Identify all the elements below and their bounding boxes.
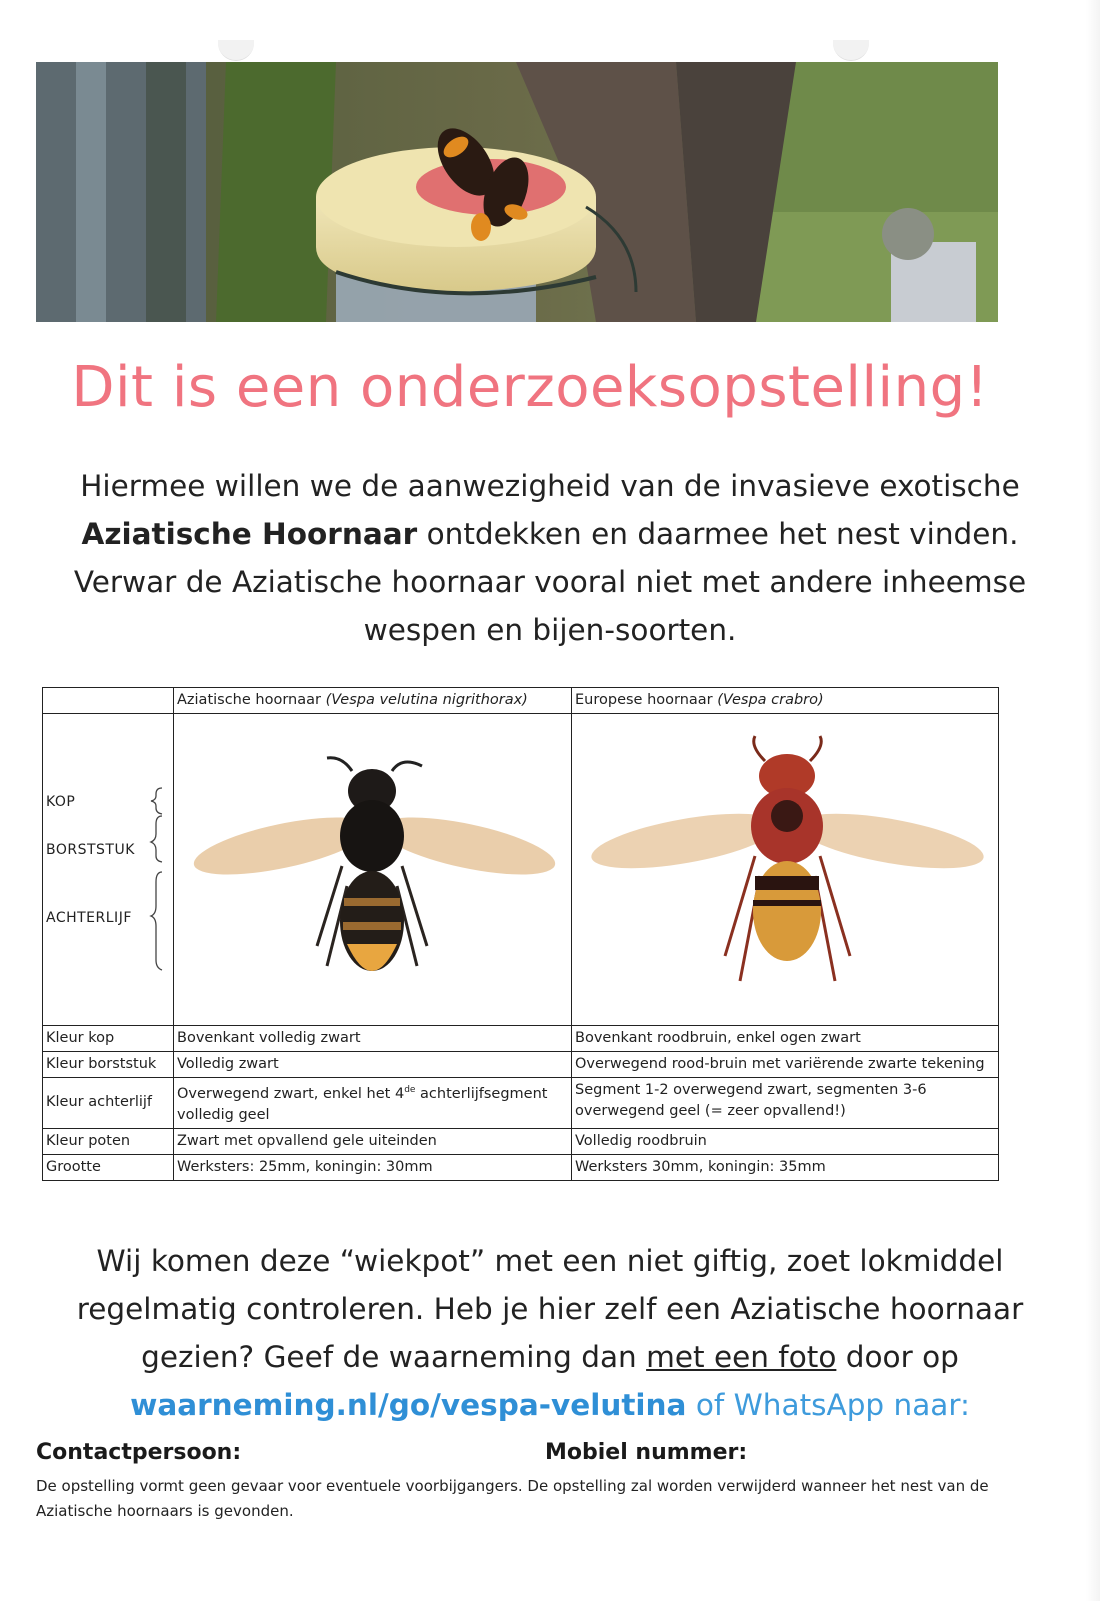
asian-latin: (Vespa velutina nigrithorax) [325,692,528,708]
table-header-row [43,688,999,714]
header-asian-hornet [174,688,572,714]
punch-hole-left [218,40,254,61]
bottom-line-1: Wij komen deze “wiekpot” met een niet giftig, zoet lokmiddel [96,1244,1004,1278]
bottom-line-3-post: door op [836,1340,959,1374]
european-value: Segment 1-2 overwegend zwart, segmenten 3-6 overwegend geel (= zeer opvallend!) [572,1078,999,1129]
european-hornet-image-cell [572,714,999,1026]
contact-label: Contactpersoon: [36,1440,242,1465]
european-hornet-icon [575,716,1000,1016]
intro-line-2 [40,510,1060,558]
intro-bold-species: Aziatische Hoornaar [81,517,418,551]
european-value: Volledig roodbruin [572,1128,999,1154]
row-label: Kleur borststuk [43,1052,174,1078]
footnote: De opstelling vormt geen gevaar voor eventuele voorbijgangers. De opstelling zal worden verwijderd wanneer het nest van de Aziatische hoornaars is gevonden. [36,1477,989,1520]
asian-value [174,1078,572,1129]
intro-line-1: Hiermee willen we de aanwezigheid van de invasieve exotische [80,469,1020,503]
asian-value-post: achterlijfsegment volledig geel [177,1085,548,1123]
asian-hornet-icon [177,716,568,1016]
bottom-line-4 [40,1381,1060,1429]
mobile-label: Mobiel nummer: [545,1440,748,1465]
header-european-hornet [572,688,999,714]
image-row [43,714,999,1026]
table-row [43,1026,999,1052]
hornet-trap-photo [36,62,998,322]
european-name: Europese hoornaar [575,692,718,708]
european-value: Overwegend rood-bruin met variërende zwarte tekening [572,1052,999,1078]
brace-icons [146,716,168,1016]
bottom-line-3-pre: gezien? Geef de waarneming dan [141,1340,647,1374]
table-row [43,1078,999,1129]
punch-hole-right [833,40,869,61]
asian-value: Bovenkant volledig zwart [174,1026,572,1052]
bottom-text [40,1237,1060,1429]
asian-value: Werksters: 25mm, koningin: 30mm [174,1154,572,1180]
intro-line-3: Verwar de Aziatische hoornaar vooral niet met andere inheemse [73,565,1027,599]
paper-edge [1086,0,1100,1601]
whatsapp-text: of WhatsApp naar: [686,1388,970,1422]
row-label: Kleur poten [43,1128,174,1154]
european-value: Werksters 30mm, koningin: 35mm [572,1154,999,1180]
page-title: Dit is een onderzoeksopstelling! [71,355,989,420]
waarneming-link[interactable]: waarneming.nl/go/vespa-velutina [130,1388,687,1422]
bottom-line-3 [40,1333,1060,1381]
asian-hornet-image-cell [174,714,572,1026]
asian-name: Aziatische hoornaar [177,692,326,708]
row-label: Grootte [43,1154,174,1180]
asian-value: Volledig zwart [174,1052,572,1078]
table-row [43,1154,999,1180]
photo-emphasis: met een foto [646,1340,837,1374]
asian-value-pre: Overwegend zwart, enkel het 4 [177,1085,405,1102]
row-label: Kleur achterlijf [43,1078,174,1129]
table-row [43,1128,999,1154]
asian-value: Zwart met opvallend gele uiteinden [174,1128,572,1154]
bottom-line-2: regelmatig controleren. Heb je hier zelf een Aziatische hoornaar [76,1292,1024,1326]
body-parts-cell [43,714,174,1026]
header-empty-cell [43,688,174,714]
part-label-achterlijf: ACHTERLIJF [46,910,132,926]
comparison-table [42,687,999,1181]
row-label: Kleur kop [43,1026,174,1052]
asian-value-sup: de [404,1085,416,1095]
part-label-kop: KOP [46,794,76,810]
intro-line-2-rest: ontdekken en daarmee het nest vinden. [417,517,1019,551]
part-label-borststuk: BORSTSTUK [46,842,135,858]
european-value: Bovenkant roodbruin, enkel ogen zwart [572,1026,999,1052]
intro-line-4: wespen en bijen-soorten. [363,613,737,647]
european-latin: (Vespa crabro) [717,692,824,708]
intro-text [40,462,1060,654]
table-row [43,1052,999,1078]
